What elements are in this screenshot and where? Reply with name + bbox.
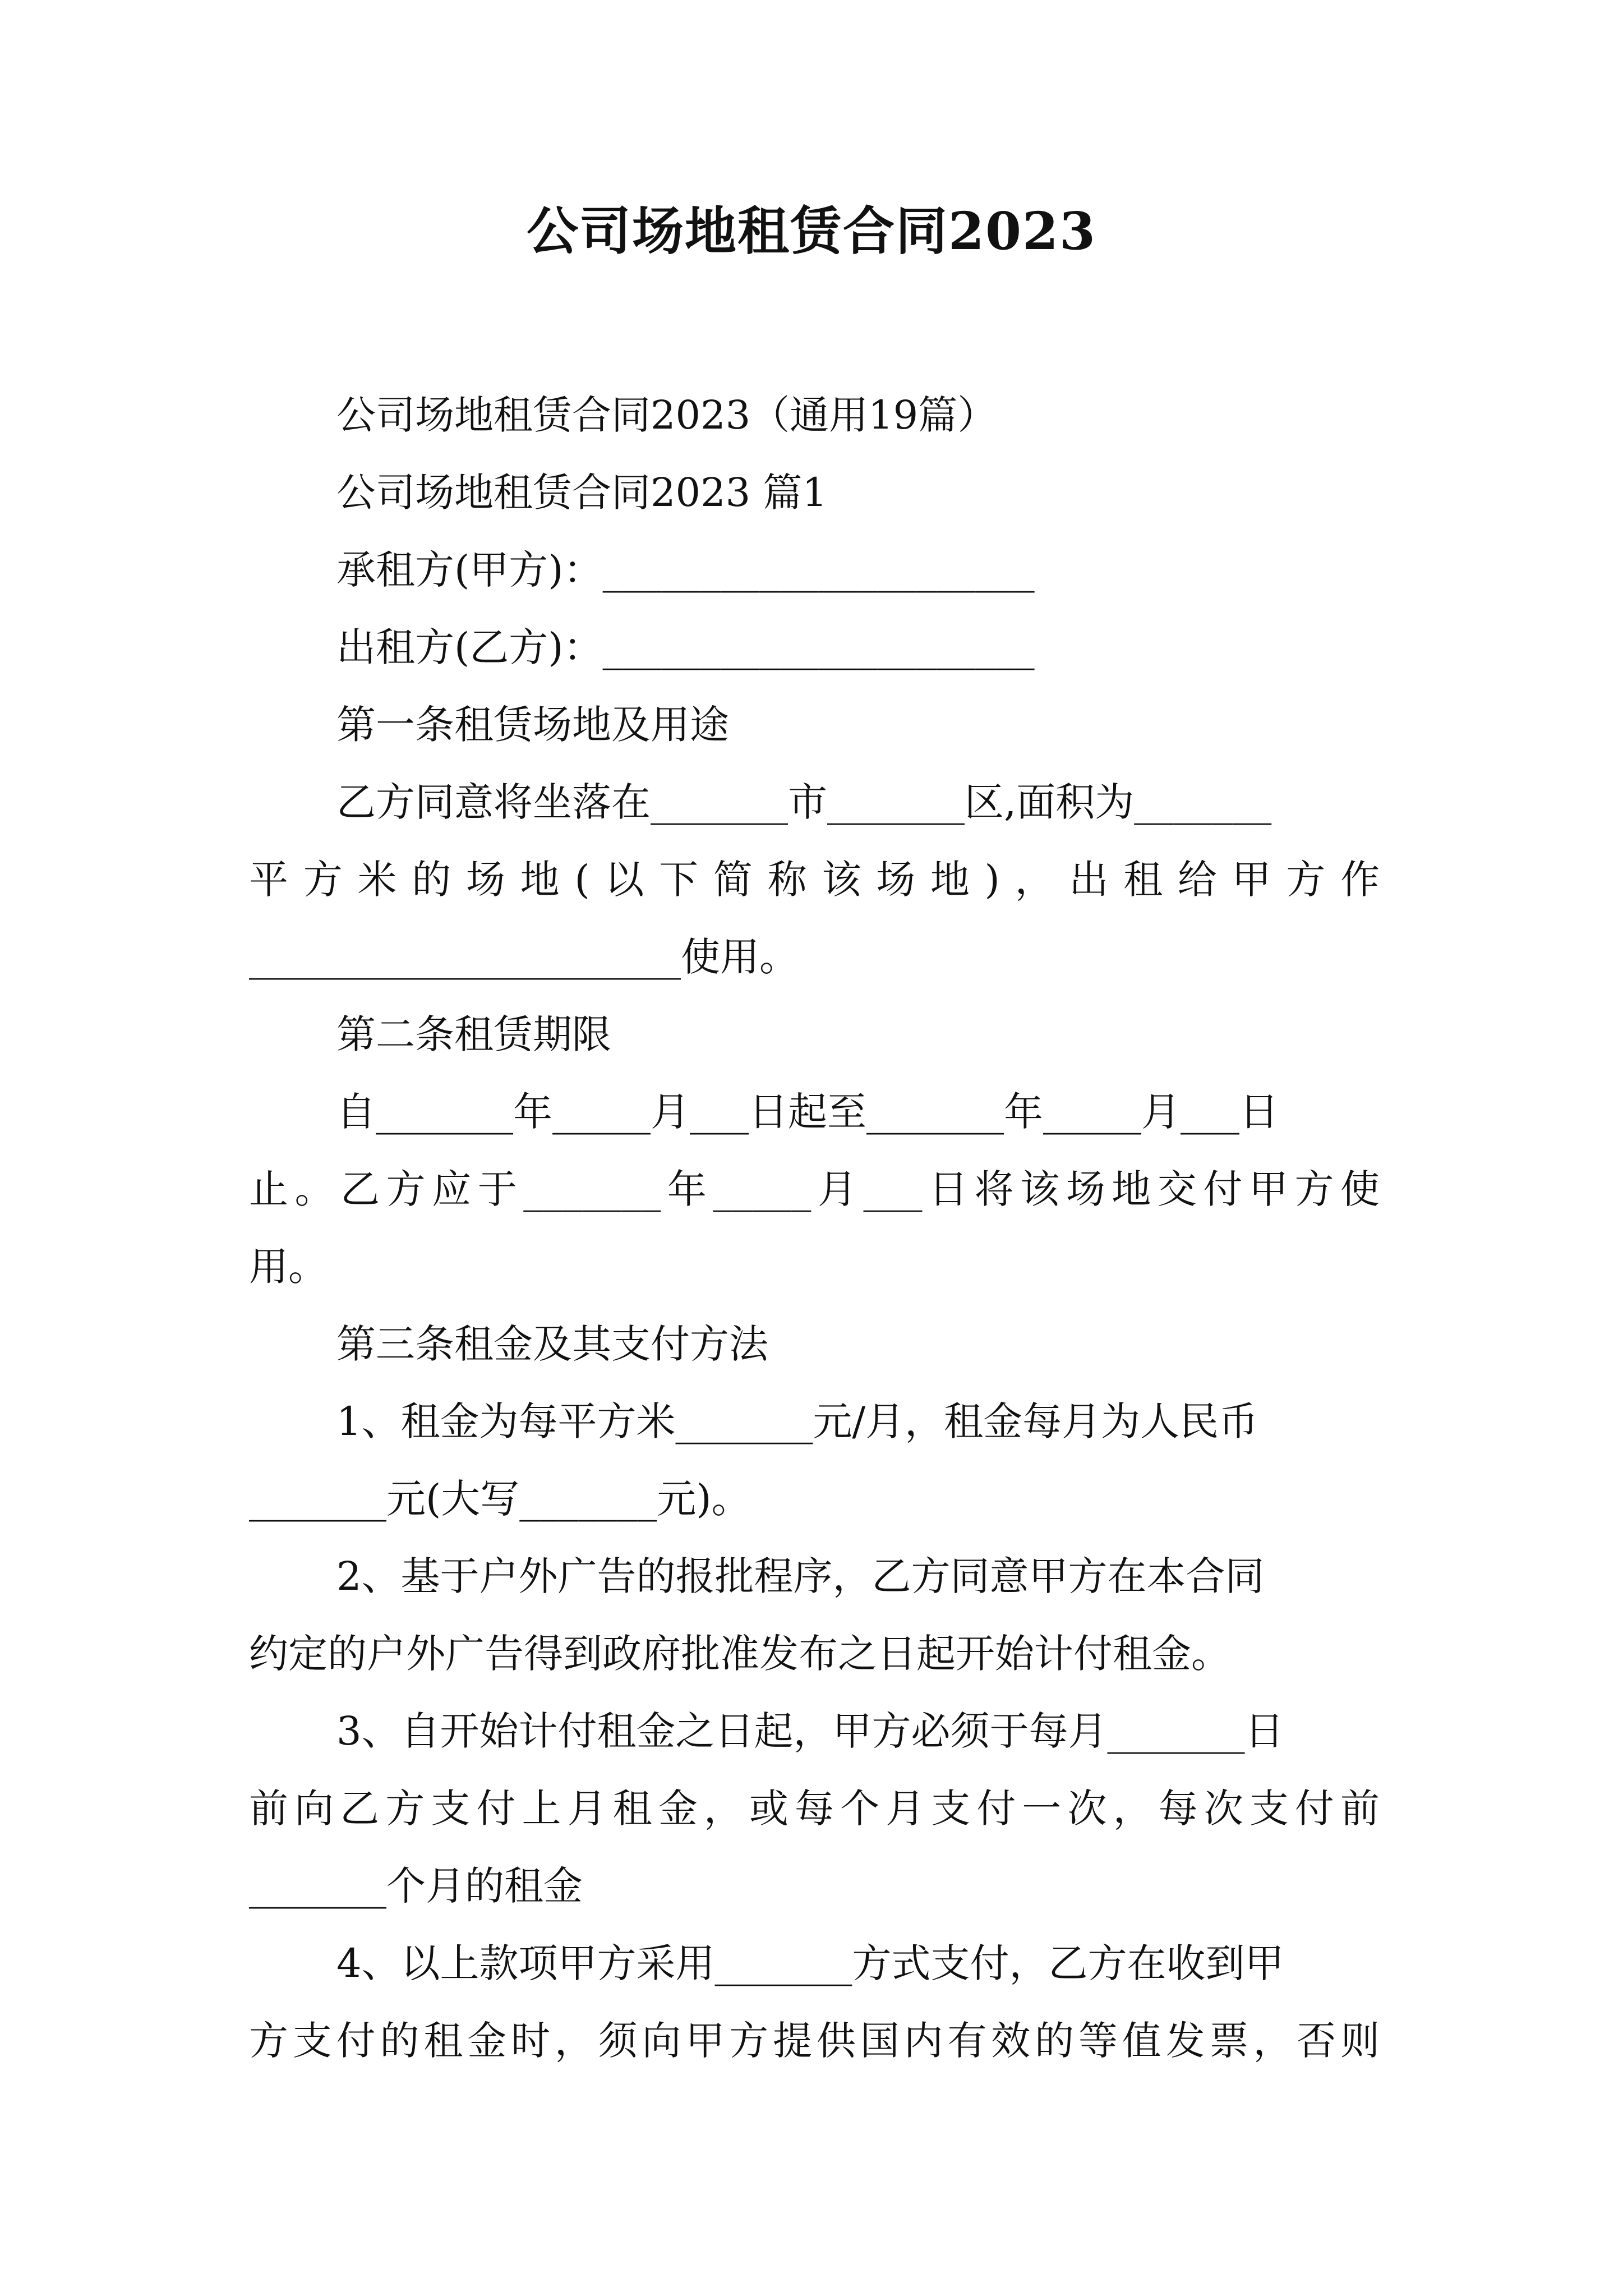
paragraph-line: 方支付的租金时，须向甲方提供国内有效的等值发票，否则 [249, 2018, 1380, 2064]
subtitle-line: 公司场地租赁合同2023（通用19篇） [336, 392, 997, 438]
article-heading: 第一条租赁场地及用途 [336, 702, 729, 748]
party-b-line: 出租方(乙方)：______________________ [336, 624, 1035, 670]
paragraph-line: 前向乙方支付上月租金，或每个月支付一次，每次支付前 [249, 1786, 1380, 1832]
document-title: 公司场地租赁合同2023 [526, 201, 1097, 261]
paragraph-line: 4、以上款项甲方采用_______方式支付，乙方在收到甲 [336, 1940, 1284, 1986]
paragraph-line: 用。 [249, 1244, 328, 1290]
paragraph-line: _______个月的租金 [249, 1863, 583, 1909]
paragraph-line: 平方米的场地(以下简称该场地)，出租给甲方作 [249, 857, 1380, 903]
paragraph-line: 乙方同意将坐落在_______市_______区,面积为_______ [336, 779, 1272, 825]
article-heading: 第二条租赁期限 [336, 1011, 611, 1057]
section-heading: 公司场地租赁合同2023 篇1 [336, 470, 827, 516]
paragraph-line: ______________________使用。 [249, 934, 799, 980]
paragraph-line: 2、基于户外广告的报批程序，乙方同意甲方在本合同 [336, 1553, 1265, 1599]
paragraph-line: 3、自开始计付租金之日起，甲方必须于每月_______日 [336, 1708, 1284, 1754]
paragraph-line: 1、租金为每平方米_______元/月，租金每月为人民币 [336, 1398, 1258, 1444]
paragraph-line: _______元(大写_______元)。 [249, 1476, 751, 1522]
article-heading: 第三条租金及其支付方法 [336, 1321, 768, 1367]
party-a-line: 承租方(甲方)：______________________ [336, 547, 1035, 593]
paragraph-line: 自_______年_____月___日起至_______年_____月___日 [336, 1089, 1279, 1135]
paragraph-line: 止。乙方应于_______年_____月___日将该场地交付甲方使 [249, 1166, 1380, 1212]
paragraph-line: 约定的户外广告得到政府批准发布之日起开始计付租金。 [249, 1631, 1230, 1677]
